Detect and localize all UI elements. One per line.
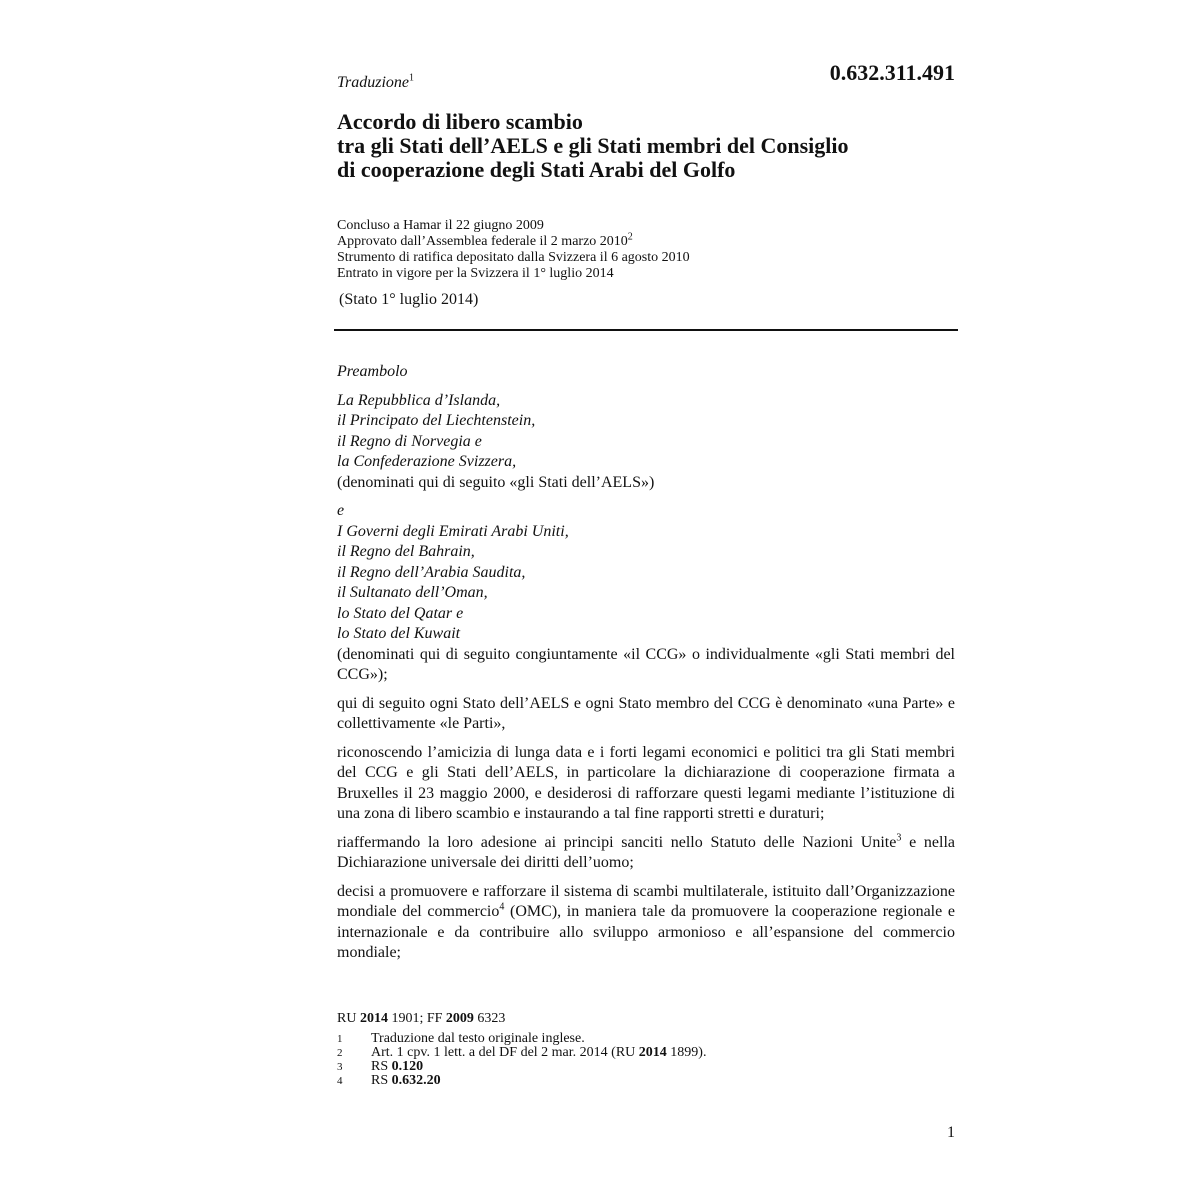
ff-year: 2009 bbox=[445, 1011, 474, 1026]
preamble-heading: Preambolo bbox=[337, 363, 408, 380]
document-metadata bbox=[337, 218, 955, 282]
footnotes-section bbox=[337, 1012, 955, 1088]
translation-label-text: Traduzione bbox=[337, 74, 410, 91]
publication-reference bbox=[337, 1012, 955, 1026]
footnote-text-b: 1899). bbox=[666, 1045, 707, 1060]
footnote-text bbox=[371, 1060, 423, 1074]
header-divider bbox=[334, 329, 958, 331]
footnote-ref-4[interactable]: 4 bbox=[499, 901, 505, 913]
gcc-state-bahrain: il Regno del Bahrain, bbox=[337, 543, 475, 560]
ru-page: 1901; FF bbox=[387, 1011, 446, 1026]
efta-note: (denominati qui di seguito «gli Stati dell’AELS») bbox=[337, 473, 655, 491]
footnote-number: 2 bbox=[337, 1047, 343, 1059]
footnote-link-sr[interactable]: 0.120 bbox=[391, 1059, 424, 1074]
footnote-ref-2[interactable]: 2 bbox=[627, 231, 633, 243]
gcc-states-block bbox=[337, 501, 955, 686]
gcc-state-saudi-arabia: il Regno dell’Arabia Saudita, bbox=[337, 563, 526, 581]
paragraph-un-text-a: riaffermando la loro adesione ai principi sanciti nello Statuto delle Nazioni Unite bbox=[337, 833, 897, 851]
preamble-body bbox=[337, 362, 955, 972]
footnote-3 bbox=[337, 1060, 955, 1074]
footnote-link-sr[interactable]: 0.632.20 bbox=[391, 1073, 441, 1088]
document-page bbox=[337, 0, 955, 1200]
footnote-text-a: RS bbox=[371, 1073, 392, 1088]
ru-prefix: RU bbox=[337, 1011, 360, 1026]
footnote-number: 4 bbox=[337, 1075, 343, 1087]
paragraph-un-charter bbox=[337, 833, 955, 874]
title-line-2: tra gli Stati dell’AELS e gli Stati membri del Consiglio bbox=[337, 133, 849, 158]
efta-state-norway: il Regno di Norvegia e bbox=[337, 432, 482, 450]
footnote-4 bbox=[337, 1074, 955, 1088]
efta-state-switzerland: la Confederazione Svizzera, bbox=[337, 453, 517, 470]
meta-approved bbox=[337, 231, 955, 250]
footnote-2 bbox=[337, 1046, 955, 1060]
paragraph-wto-text-a: decisi a promuovere e rafforzare il sistema di scambi multilaterale, istituito dall’Organizzazione mondiale del commercio bbox=[337, 882, 955, 920]
sr-number: 0.632.311.491 bbox=[829, 60, 955, 85]
paragraph-parties: qui di seguito ogni Stato dell’AELS e ogni Stato membro del CCG è denominato «una Parte» e collettivamente «le Parti», bbox=[337, 694, 955, 732]
efta-states-block bbox=[337, 391, 955, 494]
ru-year: 2014 bbox=[359, 1011, 388, 1026]
ff-page: 6323 bbox=[473, 1011, 506, 1026]
footnote-number: 3 bbox=[337, 1061, 343, 1073]
efta-state-liechtenstein: il Principato del Liechtenstein, bbox=[337, 412, 536, 429]
footnote-1 bbox=[337, 1032, 955, 1046]
meta-approved-text: Approvato dall’Assemblea federale il 2 marzo 2010 bbox=[337, 234, 628, 249]
paragraph-wto bbox=[337, 882, 955, 964]
meta-in-force: Entrato in vigore per la Svizzera il 1° luglio 2014 bbox=[337, 266, 614, 281]
footnote-text: Traduzione dal testo originale inglese. bbox=[371, 1031, 585, 1046]
footnote-text bbox=[371, 1074, 441, 1088]
footnote-bold: 2014 bbox=[638, 1045, 667, 1060]
footnote-number: 1 bbox=[337, 1033, 343, 1045]
title-line-1: Accordo di libero scambio bbox=[337, 109, 583, 134]
gcc-state-qatar: lo Stato del Qatar e bbox=[337, 604, 464, 622]
title-line-3: di cooperazione degli Stati Arabi del Golfo bbox=[337, 157, 736, 182]
footnote-text bbox=[371, 1046, 706, 1060]
gcc-note: (denominati qui di seguito congiuntamente «il CCG» o individualmente «gli Stati membri del CCG»); bbox=[337, 645, 955, 683]
meta-ratified: Strumento di ratifica depositato dalla Svizzera il 6 agosto 2010 bbox=[337, 250, 690, 265]
efta-state-iceland: La Repubblica d’Islanda, bbox=[337, 391, 501, 409]
page-number: 1 bbox=[947, 1124, 955, 1141]
document-title bbox=[337, 110, 955, 182]
gcc-state-uae: I Governi degli Emirati Arabi Uniti, bbox=[337, 522, 569, 540]
status-date: (Stato 1° luglio 2014) bbox=[339, 291, 479, 308]
footnote-text-a: Art. 1 cpv. 1 lett. a del DF del 2 mar. 2014 (RU bbox=[371, 1045, 639, 1060]
conjunction-and: e bbox=[337, 502, 345, 519]
footnote-ref-3[interactable]: 3 bbox=[896, 832, 902, 844]
paragraph-friendship: riconoscendo l’amicizia di lunga data e i forti legami economici e politici tra gli Stati membri del CCG e gli Stati dell’AELS, in particolare la dichiarazione di cooperazione firmata a Bruxelles il 23 maggio 2000, e desiderosi di rafforzare questi legami mediante l’istituzione di una zona di libero scambio e instaurando a tal fine rapporti stretti e duraturi; bbox=[337, 743, 955, 822]
footnote-ref-1[interactable]: 1 bbox=[409, 72, 415, 84]
gcc-state-oman: il Sultanato dell’Oman, bbox=[337, 584, 488, 601]
footnote-text-a: RS bbox=[371, 1059, 392, 1074]
paragraph-un-text-b: e nella Dichiarazione universale dei diritti dell’uomo; bbox=[337, 833, 955, 871]
translation-label bbox=[337, 74, 414, 92]
gcc-state-kuwait: lo Stato del Kuwait bbox=[337, 625, 461, 642]
meta-concluded: Concluso a Hamar il 22 giugno 2009 bbox=[337, 218, 544, 233]
paragraph-wto-text-b: (OMC), in maniera tale da promuovere la cooperazione regionale e internazionale e da contribuire allo sviluppo armonioso e all’espansione del commercio mondiale; bbox=[337, 903, 955, 961]
